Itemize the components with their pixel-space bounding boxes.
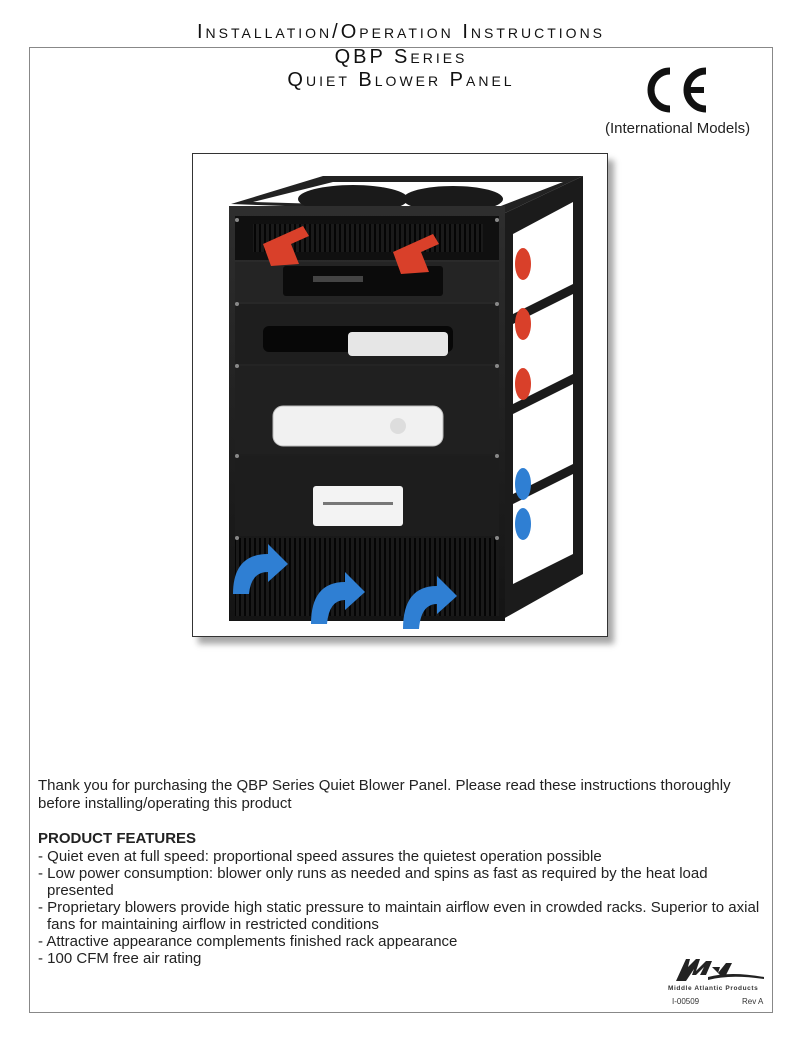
feature-item: - Low power consumption: blower only runs as needed and spins as fast as required by the heat load presented (38, 865, 708, 899)
international-models-note: (International Models) (605, 120, 751, 137)
series-name: QBP Series (334, 46, 468, 68)
product-name: Quiet Blower Panel (287, 69, 515, 91)
document-title: Installation/Operation Instructions (196, 21, 606, 43)
feature-item: - 100 CFM free air rating (38, 950, 202, 967)
document-id: I-00509 (672, 997, 700, 1006)
features-list (38, 848, 773, 967)
product-photo (192, 153, 608, 637)
ce-mark-icon (640, 65, 710, 115)
intro-text: Thank you for purchasing the QBP Series Quiet Blower Panel. Please read these instructions thoroughly before installing/operating this product (38, 777, 731, 812)
features-heading: PRODUCT FEATURES (38, 830, 197, 847)
revision-label: Rev A (742, 997, 764, 1006)
feature-item: - Attractive appearance complements finished rack appearance (38, 933, 458, 950)
feature-item: - Proprietary blowers provide high static pressure to maintain airflow even in crowded racks. Superior to axial fans for maintaining airflow in restricted conditions (38, 899, 760, 933)
feature-item: - Quiet even at full speed: proportional speed assures the quietest operation possible (38, 848, 602, 865)
logo-caption: Middle Atlantic Products (668, 985, 759, 992)
